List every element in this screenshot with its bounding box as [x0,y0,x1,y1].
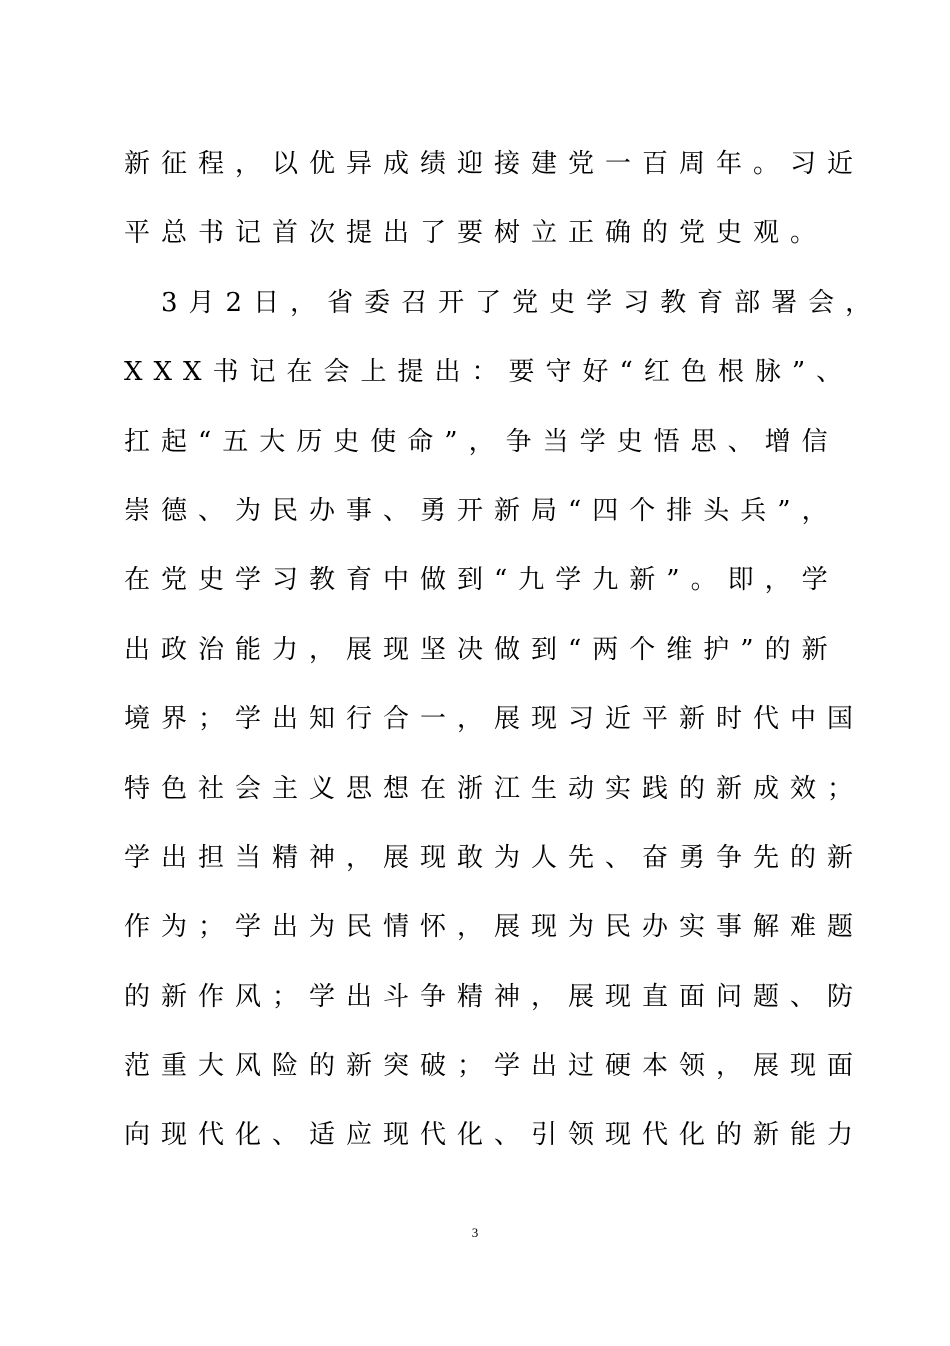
text-line: 崇德、为民办事、勇开新局“四个排头兵”， [124,495,839,526]
text-line: 作为；学出为民情怀，展现为民办实事解难题 [124,912,865,943]
text-line: 特色社会主义思想在浙江生动实践的新成效； [124,773,865,804]
text-line: 向现代化、适应现代化、引领现代化的新能力 [124,1120,865,1151]
text-line: XXX书记在会上提出：要守好“红色根脉”、 [124,357,854,388]
text-line: 新征程，以优异成绩迎接建党一百周年。习近 [124,149,865,179]
text-line: 出政治能力，展现坚决做到“两个维护”的新 [124,634,839,665]
text-line: 境界；学出知行合一，展现习近平新时代中国 [124,704,865,735]
text-line: 的新作风；学出斗争精神，展现直面问题、防 [124,981,865,1012]
text-line: 扛起“五大历史使命”，争当学史悟思、增信 [124,426,839,457]
text-line: 在党史学习教育中做到“九学九新”。即，学 [124,565,839,596]
text-line: 3月2日，省委召开了党史学习教育部署会， [124,287,883,318]
text-line: 平总书记首次提出了要树立正确的党史观。 [124,218,828,249]
text-line: 范重大风险的新突破；学出过硬本领，展现面 [124,1051,865,1082]
page-number: 3 [471,1225,479,1240]
body-text [124,138,883,1179]
text-line: 学出担当精神，展现敢为人先、奋勇争先的新 [124,842,865,873]
